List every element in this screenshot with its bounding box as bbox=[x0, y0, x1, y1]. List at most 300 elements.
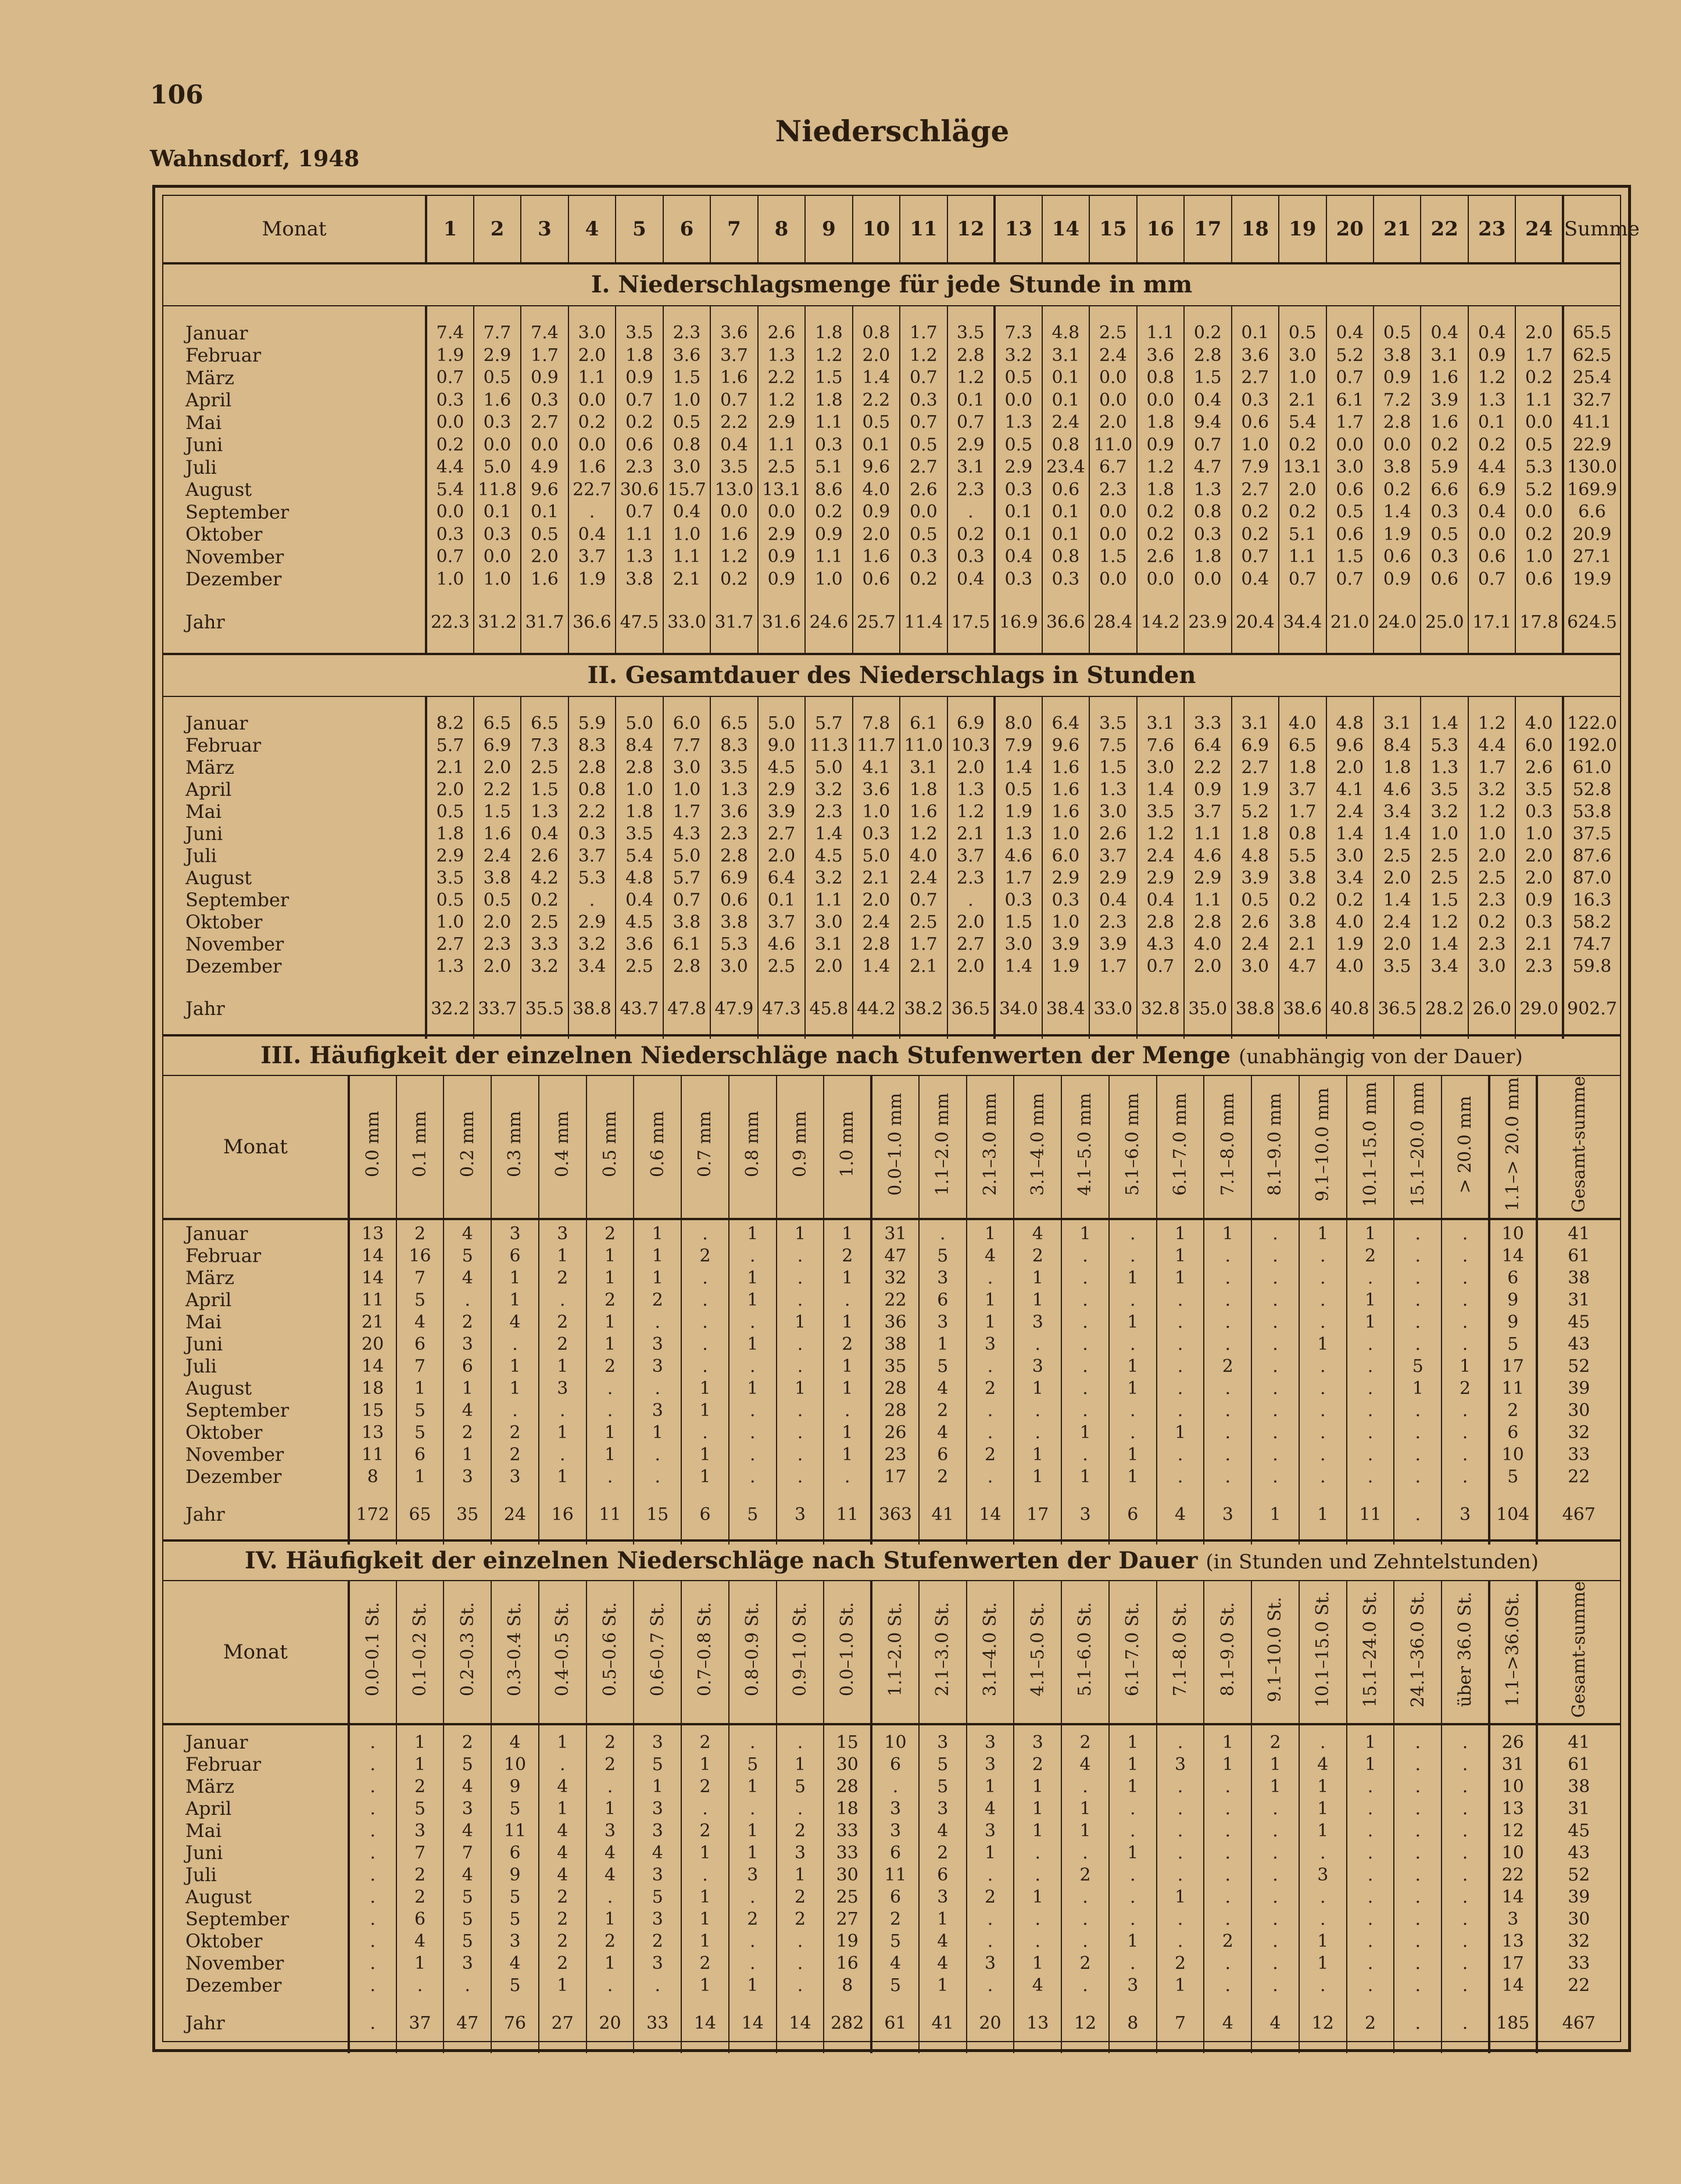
data-cell: 0.9 bbox=[1184, 778, 1231, 800]
data-cell: 2.8 bbox=[568, 756, 616, 778]
spacer-cell bbox=[681, 1488, 729, 1496]
data-cell: 2 bbox=[444, 1421, 491, 1443]
data-cell: . bbox=[947, 889, 995, 911]
data-cell: 3.6 bbox=[616, 933, 663, 955]
data-cell: . bbox=[729, 1245, 777, 1267]
data-cell: 4 bbox=[871, 1952, 919, 1974]
section-3-header bbox=[163, 1076, 1620, 1213]
spacer-cell bbox=[539, 1996, 586, 2004]
data-cell: 0.3 bbox=[1232, 389, 1279, 412]
data-cell: 2 bbox=[396, 1223, 444, 1245]
column-header-label: 0.6–0.7 St. bbox=[647, 1602, 668, 1697]
data-cell: 1 bbox=[1347, 1311, 1394, 1333]
data-cell: 3.0 bbox=[710, 955, 757, 977]
data-cell: 4 bbox=[491, 1311, 539, 1333]
data-cell: 7.3 bbox=[521, 734, 568, 756]
spacer-cell bbox=[163, 2042, 349, 2053]
data-cell: . bbox=[1157, 1797, 1204, 1820]
spacer-cell bbox=[1157, 1210, 1204, 1223]
row-sum: 31 bbox=[1537, 1797, 1620, 1820]
data-cell: 0.0 bbox=[1089, 568, 1136, 591]
data-cell: 1 bbox=[1299, 1223, 1347, 1245]
data-cell: 0.4 bbox=[1326, 321, 1374, 344]
data-cell: 0.8 bbox=[1184, 501, 1231, 523]
data-cell: 7 bbox=[396, 1355, 444, 1377]
data-cell: 0.2 bbox=[1184, 321, 1231, 344]
data-cell: . bbox=[1347, 1443, 1394, 1465]
data-cell: 24.6 bbox=[805, 603, 852, 641]
spacer-cell bbox=[710, 697, 757, 712]
data-cell: 1 bbox=[1014, 1443, 1061, 1465]
spacer-cell bbox=[586, 1996, 634, 2004]
spacer-cell bbox=[491, 1488, 539, 1496]
data-cell: 0.3 bbox=[426, 389, 473, 412]
spacer-cell bbox=[1468, 591, 1515, 603]
spacer-cell bbox=[396, 1210, 444, 1223]
spacer-cell bbox=[853, 977, 900, 990]
data-cell: 0.4 bbox=[1184, 389, 1231, 412]
data-cell: 2.4 bbox=[1137, 845, 1184, 867]
data-cell: 0.2 bbox=[1326, 889, 1374, 911]
spacer-cell bbox=[805, 977, 852, 990]
data-cell: 0.0 bbox=[1374, 434, 1421, 456]
data-cell: 2.0 bbox=[1515, 321, 1562, 344]
data-cell: 1 bbox=[1157, 1421, 1204, 1443]
data-cell: 2 bbox=[1251, 1731, 1299, 1753]
data-cell: 1.5 bbox=[663, 366, 710, 389]
spacer-cell bbox=[1137, 697, 1184, 712]
data-cell: 3.6 bbox=[663, 344, 710, 367]
column-header bbox=[824, 1076, 871, 1219]
data-cell: 0.4 bbox=[663, 501, 710, 523]
data-cell: 3.4 bbox=[1374, 800, 1421, 823]
data-cell: 3 bbox=[491, 1465, 539, 1488]
data-cell: . bbox=[1157, 1820, 1204, 1842]
month-row-label: November bbox=[185, 933, 284, 955]
data-cell: 9.6 bbox=[853, 456, 900, 478]
data-cell: 0.7 bbox=[947, 411, 995, 434]
data-cell: 61 bbox=[871, 2004, 919, 2042]
hour-header: 15 bbox=[1089, 196, 1136, 262]
data-cell: 6.1 bbox=[663, 933, 710, 955]
data-cell: . bbox=[1251, 1864, 1299, 1886]
data-cell: 3.2 bbox=[568, 933, 616, 955]
data-cell: 2.0 bbox=[1279, 478, 1326, 501]
data-cell: 2.5 bbox=[758, 955, 805, 977]
spacer-cell bbox=[349, 1718, 396, 1731]
data-cell: . bbox=[1347, 1797, 1394, 1820]
data-cell: 0.2 bbox=[1468, 434, 1515, 456]
data-cell: . bbox=[1061, 1245, 1109, 1267]
data-cell: 1 bbox=[539, 1421, 586, 1443]
data-cell: 4.3 bbox=[1137, 933, 1184, 955]
data-cell: 2.7 bbox=[947, 933, 995, 955]
data-cell: 5.1 bbox=[805, 456, 852, 478]
spacer-cell bbox=[1421, 591, 1468, 603]
data-cell: 1 bbox=[824, 1355, 871, 1377]
data-cell: . bbox=[1061, 1311, 1109, 1333]
data-cell: 1 bbox=[729, 1223, 777, 1245]
data-cell: 4 bbox=[396, 1930, 444, 1952]
data-cell: 1 bbox=[1014, 1289, 1061, 1311]
spacer-cell bbox=[349, 2042, 396, 2053]
data-cell: 1.3 bbox=[758, 344, 805, 367]
data-cell: . bbox=[681, 1267, 729, 1289]
data-cell: . bbox=[1251, 1333, 1299, 1355]
spacer-cell bbox=[900, 977, 947, 990]
data-cell: 1 bbox=[1347, 1289, 1394, 1311]
data-cell: 3.7 bbox=[568, 546, 616, 569]
data-cell: 2.1 bbox=[663, 568, 710, 591]
data-cell: 31.2 bbox=[474, 603, 521, 641]
data-cell: 2.0 bbox=[1515, 845, 1562, 867]
column-header-label: 0.6 mm bbox=[647, 1111, 668, 1178]
data-cell: 0.2 bbox=[947, 523, 995, 546]
data-cell: . bbox=[1204, 1399, 1251, 1421]
data-cell: 0.1 bbox=[1042, 501, 1089, 523]
spacer-cell bbox=[1089, 306, 1136, 321]
spacer-cell bbox=[967, 1718, 1014, 1731]
data-cell: 76 bbox=[491, 2004, 539, 2042]
hour-header: 19 bbox=[1279, 196, 1326, 262]
data-cell: 2 bbox=[634, 1289, 681, 1311]
data-cell: . bbox=[1347, 1399, 1394, 1421]
data-cell: 8 bbox=[824, 1974, 871, 1996]
data-cell: 13 bbox=[349, 1421, 396, 1443]
data-cell: 4 bbox=[444, 1864, 491, 1886]
data-cell: 0.5 bbox=[995, 778, 1042, 800]
data-cell: 1.0 bbox=[1468, 823, 1515, 845]
data-cell: 3.4 bbox=[1421, 955, 1468, 977]
data-cell: 2.0 bbox=[474, 955, 521, 977]
data-cell: 7.7 bbox=[474, 321, 521, 344]
data-cell: 22 bbox=[871, 1289, 919, 1311]
data-cell: 3 bbox=[634, 1908, 681, 1930]
data-cell: 1 bbox=[586, 1245, 634, 1267]
data-cell: 1 bbox=[586, 1908, 634, 1930]
data-cell: . bbox=[1061, 1355, 1109, 1377]
data-cell: . bbox=[1204, 1421, 1251, 1443]
spacer-cell bbox=[1042, 641, 1089, 653]
data-cell: 9.6 bbox=[1326, 734, 1374, 756]
data-cell: 0.8 bbox=[853, 321, 900, 344]
column-header-label: 10.1–15.0 St. bbox=[1312, 1591, 1333, 1708]
hour-header: 16 bbox=[1137, 196, 1184, 262]
data-cell: 36.5 bbox=[1374, 990, 1421, 1027]
data-cell: 8.3 bbox=[568, 734, 616, 756]
data-cell: 4 bbox=[586, 1842, 634, 1864]
data-cell: 1 bbox=[919, 1908, 967, 1930]
data-cell: 1.0 bbox=[1515, 546, 1562, 569]
data-cell: 2 bbox=[586, 1355, 634, 1377]
data-cell: 0.2 bbox=[568, 411, 616, 434]
column-header bbox=[1251, 1581, 1299, 1724]
row-sum: 39 bbox=[1537, 1377, 1620, 1399]
data-cell: 5 bbox=[444, 1930, 491, 1952]
data-cell: 1.7 bbox=[900, 933, 947, 955]
data-cell: 3 bbox=[1014, 1731, 1061, 1753]
data-cell: . bbox=[491, 1399, 539, 1421]
data-cell: . bbox=[1251, 1908, 1299, 1930]
month-row-label: Mai bbox=[185, 800, 222, 823]
data-cell: 1 bbox=[1299, 1333, 1347, 1355]
data-cell: 1.4 bbox=[1137, 778, 1184, 800]
hour-header: 20 bbox=[1326, 196, 1374, 262]
row-sum: 32.7 bbox=[1563, 389, 1620, 412]
data-cell: . bbox=[1394, 1289, 1442, 1311]
data-cell: . bbox=[1442, 1753, 1489, 1775]
data-cell: 1.6 bbox=[474, 389, 521, 412]
spacer-cell bbox=[474, 977, 521, 990]
spacer-cell bbox=[426, 697, 473, 712]
data-cell: 4.6 bbox=[758, 933, 805, 955]
row-sum: 22 bbox=[1537, 1465, 1620, 1488]
data-cell: 24 bbox=[491, 1496, 539, 1533]
data-cell: 0.5 bbox=[995, 434, 1042, 456]
column-header-label: 1.1–2.0 mm bbox=[932, 1093, 953, 1196]
data-cell: 1.8 bbox=[900, 778, 947, 800]
column-header bbox=[967, 1076, 1014, 1219]
hour-header: 22 bbox=[1421, 196, 1468, 262]
data-cell: 1.9 bbox=[995, 800, 1042, 823]
data-cell: 21 bbox=[349, 1311, 396, 1333]
spacer-cell bbox=[1232, 697, 1279, 712]
data-cell: . bbox=[1394, 1908, 1442, 1930]
spacer-cell bbox=[758, 591, 805, 603]
data-cell: 2 bbox=[681, 1731, 729, 1753]
data-cell: . bbox=[1442, 1864, 1489, 1886]
spacer-cell bbox=[568, 977, 616, 990]
data-cell: 26 bbox=[1489, 1731, 1537, 1753]
data-cell: 3 bbox=[967, 1753, 1014, 1775]
data-cell: 29.0 bbox=[1515, 990, 1562, 1027]
data-cell: 1.6 bbox=[1042, 800, 1089, 823]
row-sum: 58.2 bbox=[1563, 911, 1620, 933]
data-cell: . bbox=[1442, 1775, 1489, 1797]
data-cell: 3.4 bbox=[568, 955, 616, 977]
data-cell: 4.7 bbox=[1184, 456, 1231, 478]
data-cell: 25 bbox=[824, 1886, 871, 1908]
data-cell: 1.5 bbox=[1089, 546, 1136, 569]
row-sum: 62.5 bbox=[1563, 344, 1620, 367]
data-cell: . bbox=[1442, 1311, 1489, 1333]
spacer-cell bbox=[521, 977, 568, 990]
spacer-cell bbox=[947, 306, 995, 321]
data-cell: . bbox=[1157, 1864, 1204, 1886]
row-sum: 27.1 bbox=[1563, 546, 1620, 569]
row-sum: 39 bbox=[1537, 1886, 1620, 1908]
data-cell: 0.0 bbox=[1137, 389, 1184, 412]
data-cell: 28.2 bbox=[1421, 990, 1468, 1027]
data-cell: . bbox=[349, 1908, 396, 1930]
data-cell: 0.0 bbox=[1326, 434, 1374, 456]
data-cell: 2.6 bbox=[1137, 546, 1184, 569]
spacer-cell bbox=[1489, 2042, 1537, 2053]
data-cell: 0.2 bbox=[426, 434, 473, 456]
data-cell: 2.3 bbox=[616, 456, 663, 478]
data-cell: 4.1 bbox=[853, 756, 900, 778]
data-cell: 3 bbox=[444, 1465, 491, 1488]
row-sum: 45 bbox=[1537, 1311, 1620, 1333]
data-cell: 9 bbox=[491, 1775, 539, 1797]
data-cell: 14 bbox=[1489, 1886, 1537, 1908]
data-cell: 13.1 bbox=[1279, 456, 1326, 478]
data-cell: 2 bbox=[919, 1842, 967, 1864]
spacer-cell bbox=[163, 1718, 349, 1731]
data-cell: . bbox=[1394, 1333, 1442, 1355]
row-sum: 61 bbox=[1537, 1245, 1620, 1267]
data-cell: . bbox=[967, 1908, 1014, 1930]
data-cell: 1 bbox=[1061, 1465, 1109, 1488]
data-cell: 5.1 bbox=[1279, 523, 1326, 546]
column-header bbox=[729, 1076, 777, 1219]
data-cell: 1.0 bbox=[616, 778, 663, 800]
spacer-cell bbox=[396, 1718, 444, 1731]
data-cell: 33 bbox=[634, 2004, 681, 2042]
data-cell: 36.6 bbox=[1042, 603, 1089, 641]
data-cell: . bbox=[1157, 1731, 1204, 1753]
column-header-label: 0.5–0.6 St. bbox=[599, 1602, 620, 1697]
data-cell: 1.1 bbox=[1184, 889, 1231, 911]
data-cell: 0.7 bbox=[710, 389, 757, 412]
data-cell: 1 bbox=[586, 1797, 634, 1820]
data-cell: 6 bbox=[871, 1886, 919, 1908]
column-header bbox=[1394, 1076, 1442, 1219]
column-header-label: 0.3 mm bbox=[505, 1111, 525, 1178]
data-cell: 3.0 bbox=[663, 756, 710, 778]
spacer-cell bbox=[663, 697, 710, 712]
data-cell: . bbox=[777, 1952, 824, 1974]
data-cell: . bbox=[1442, 1820, 1489, 1842]
data-cell: 3 bbox=[444, 1797, 491, 1820]
data-cell: 1 bbox=[777, 1223, 824, 1245]
data-cell: 5.7 bbox=[805, 712, 852, 734]
spacer-cell bbox=[634, 2042, 681, 2053]
spacer-cell bbox=[349, 1210, 396, 1223]
spacer-cell bbox=[1537, 1718, 1620, 1731]
row-sum: 31 bbox=[1537, 1289, 1620, 1311]
data-cell: 2.0 bbox=[1468, 845, 1515, 867]
data-cell: 2.2 bbox=[1184, 756, 1231, 778]
data-cell: . bbox=[1109, 1908, 1157, 1930]
spacer-cell bbox=[900, 641, 947, 653]
data-cell: 1.9 bbox=[426, 344, 473, 367]
data-cell: 1 bbox=[824, 1421, 871, 1443]
data-cell: . bbox=[777, 1333, 824, 1355]
data-cell: . bbox=[349, 1930, 396, 1952]
spacer-cell bbox=[758, 977, 805, 990]
data-cell: 4 bbox=[967, 1797, 1014, 1820]
data-cell: 0.3 bbox=[1042, 889, 1089, 911]
hours-header bbox=[163, 196, 1640, 262]
data-cell: 1 bbox=[586, 1267, 634, 1289]
data-cell: 0.3 bbox=[900, 389, 947, 412]
data-cell: . bbox=[1442, 1245, 1489, 1267]
data-cell: 2.9 bbox=[947, 434, 995, 456]
data-cell: . bbox=[1061, 1974, 1109, 1996]
data-cell: 11 bbox=[349, 1289, 396, 1311]
data-cell: 1.4 bbox=[1421, 712, 1468, 734]
data-cell: . bbox=[1394, 1421, 1442, 1443]
data-cell: 0.5 bbox=[1515, 434, 1562, 456]
data-cell: 1 bbox=[1299, 1820, 1347, 1842]
spacer-cell bbox=[663, 591, 710, 603]
data-cell: 25.7 bbox=[853, 603, 900, 641]
header-monat: Monat bbox=[262, 217, 327, 241]
data-cell: 6.9 bbox=[710, 867, 757, 889]
data-cell: 3.7 bbox=[568, 845, 616, 867]
column-header-label: 0.9–1.0 St. bbox=[789, 1602, 810, 1697]
data-cell: 1.8 bbox=[1374, 756, 1421, 778]
spacer-cell bbox=[1279, 641, 1326, 653]
data-cell: 31.7 bbox=[521, 603, 568, 641]
data-cell: 5 bbox=[1489, 1465, 1537, 1488]
data-cell: 4 bbox=[919, 1952, 967, 1974]
data-cell: 38.6 bbox=[1279, 990, 1326, 1027]
data-cell: 13 bbox=[349, 1223, 396, 1245]
spacer-cell bbox=[1109, 2042, 1157, 2053]
data-cell: . bbox=[967, 1864, 1014, 1886]
data-cell: 37 bbox=[396, 2004, 444, 2042]
spacer-cell bbox=[919, 2042, 967, 2053]
data-cell: 3 bbox=[634, 1952, 681, 1974]
data-cell: 5 bbox=[396, 1399, 444, 1421]
data-cell: . bbox=[1157, 1842, 1204, 1864]
data-cell: 2.8 bbox=[1184, 344, 1231, 367]
data-cell: 0.5 bbox=[474, 366, 521, 389]
spacer-cell bbox=[805, 697, 852, 712]
spacer-cell bbox=[1061, 1996, 1109, 2004]
column-header-label: 0.0 mm bbox=[362, 1111, 383, 1178]
data-cell: 47.9 bbox=[710, 990, 757, 1027]
data-cell: 3 bbox=[444, 1952, 491, 1974]
data-cell: 4.6 bbox=[995, 845, 1042, 867]
data-cell: 9.4 bbox=[1184, 411, 1231, 434]
data-cell: . bbox=[349, 1952, 396, 1974]
spacer-cell bbox=[1109, 1210, 1157, 1223]
data-cell: 2.7 bbox=[1232, 366, 1279, 389]
spacer-cell bbox=[1109, 1718, 1157, 1731]
data-cell: 1.2 bbox=[947, 366, 995, 389]
data-cell: 1.1 bbox=[1279, 546, 1326, 569]
data-cell: . bbox=[777, 1289, 824, 1311]
data-cell: 5 bbox=[1489, 1333, 1537, 1355]
spacer-cell bbox=[681, 1210, 729, 1223]
data-cell: 1.1 bbox=[1137, 321, 1184, 344]
data-cell: 0.4 bbox=[1137, 889, 1184, 911]
data-cell: . bbox=[729, 1952, 777, 1974]
spacer-cell bbox=[663, 641, 710, 653]
spacer-cell bbox=[824, 1488, 871, 1496]
row-sum: 65.5 bbox=[1563, 321, 1620, 344]
data-cell: 0.2 bbox=[1279, 434, 1326, 456]
data-cell: 6 bbox=[871, 1842, 919, 1864]
column-header bbox=[1489, 1581, 1537, 1724]
spacer-cell bbox=[521, 591, 568, 603]
data-cell: 1.0 bbox=[1421, 823, 1468, 845]
data-cell: 15.7 bbox=[663, 478, 710, 501]
data-cell: 2.4 bbox=[1089, 344, 1136, 367]
column-header-label: 0.2 mm bbox=[457, 1111, 478, 1178]
data-cell: 0.5 bbox=[1374, 321, 1421, 344]
data-cell: 5 bbox=[491, 1797, 539, 1820]
header-monat: Monat bbox=[223, 1640, 288, 1664]
data-cell: 38.2 bbox=[900, 990, 947, 1027]
data-cell: 1.7 bbox=[995, 867, 1042, 889]
data-cell: . bbox=[1347, 1355, 1394, 1377]
data-cell: . bbox=[967, 1465, 1014, 1488]
data-cell: 1 bbox=[1109, 1753, 1157, 1775]
